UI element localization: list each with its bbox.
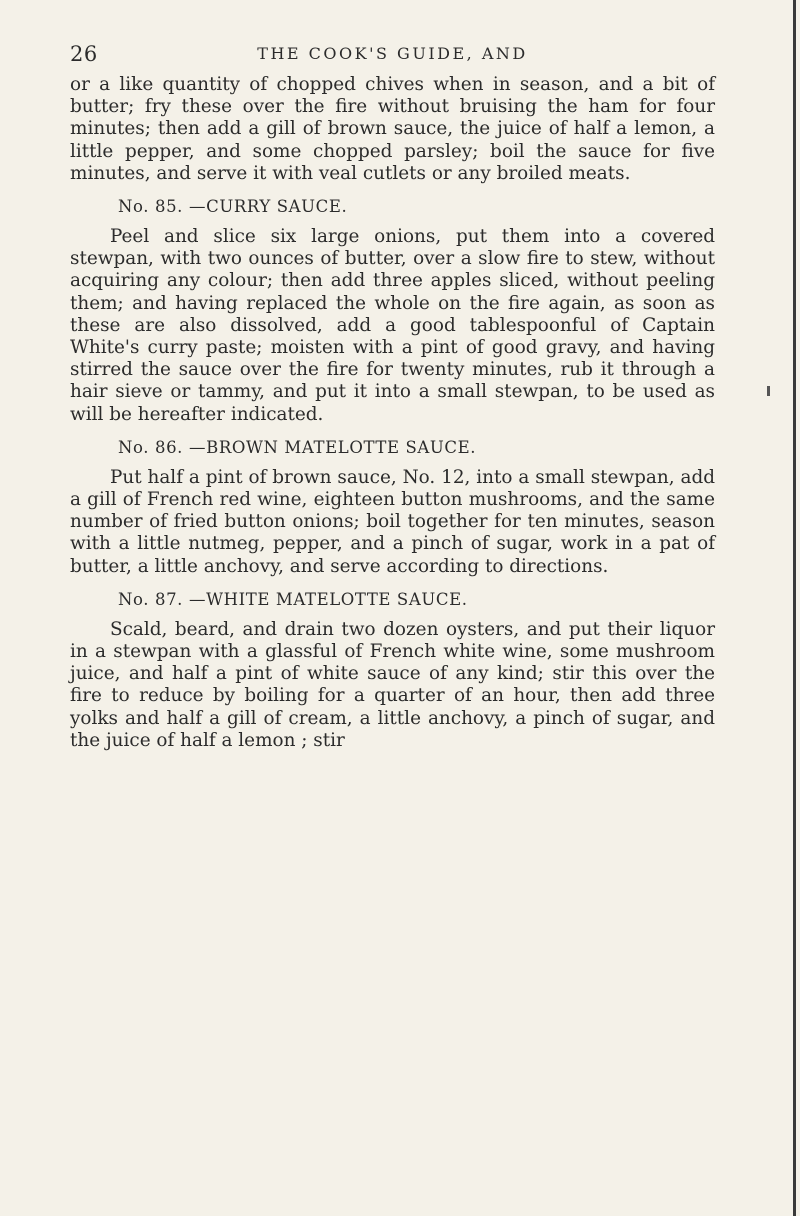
running-title: THE COOK'S GUIDE, AND — [257, 44, 528, 63]
recipe-85 — [70, 197, 715, 426]
recipe-heading — [70, 197, 715, 216]
recipe-body: Peel and slice six large onions, put them into a covered stewpan, with two ounces of butter, over a slow fire to stew, without acquiring any colour; then add three apples sliced, without peeling them; and having replaced the whole on the fire again, as soon as these are also dissolved, add a good tablespoonful of Captain White's curry paste; moisten with a pint of good gravy, and having stirred the sauce over the fire for twenty minutes, rub it through a hair sieve or tammy, and put it into a small stewpan, to be used as will be hereafter indicated. — [70, 226, 715, 425]
margin-mark — [767, 386, 770, 396]
recipe-title: —BROWN MATELOTTE SAUCE. — [189, 437, 477, 457]
intro-paragraph: or a like quantity of chopped chives when in season, and a bit of butter; fry these over the fire without bruising the ham for four minutes; then add a gill of brown sauce, the juice of half a lemon, a little pepper, and some chopped parsley; boil the sauce for five minutes, and serve it with veal cutlets or any broiled meats. — [70, 74, 715, 184]
recipe-number: No. 87. — [118, 589, 184, 609]
recipe-body: Scald, beard, and drain two dozen oysters, and put their liquor in a stewpan with a glassful of French white wine, some mushroom juice, and half a pint of white sauce of any kind; stir this over the fire to reduce by boiling for a quarter of an hour, then add three yolks and half a gill of cream, a little anchovy, a pinch of sugar, and the juice of half a lemon ; stir — [70, 618, 715, 751]
recipe-title: —WHITE MATELOTTE SAUCE. — [189, 589, 468, 609]
recipe-number: No. 85. — [118, 197, 184, 217]
book-page — [70, 34, 715, 752]
recipe-87 — [70, 590, 715, 752]
page-number: 26 — [70, 42, 98, 66]
recipe-heading — [70, 590, 715, 609]
recipe-86 — [70, 438, 715, 578]
recipe-body: Put half a pint of brown sauce, No. 12, into a small stewpan, add a gill of French red wine, eighteen button mushrooms, and the same number of fried button onions; boil together for ten minutes, season with a little nutmeg, pepper, and a pinch of sugar, work in a pat of butter, a little anchovy, and serve according to directions. — [70, 466, 715, 577]
running-head — [70, 34, 715, 74]
recipe-heading — [70, 438, 715, 457]
recipe-number: No. 86. — [118, 437, 184, 457]
page-edge-rule — [793, 0, 796, 1216]
recipe-title: —CURRY SAUCE. — [189, 197, 348, 217]
